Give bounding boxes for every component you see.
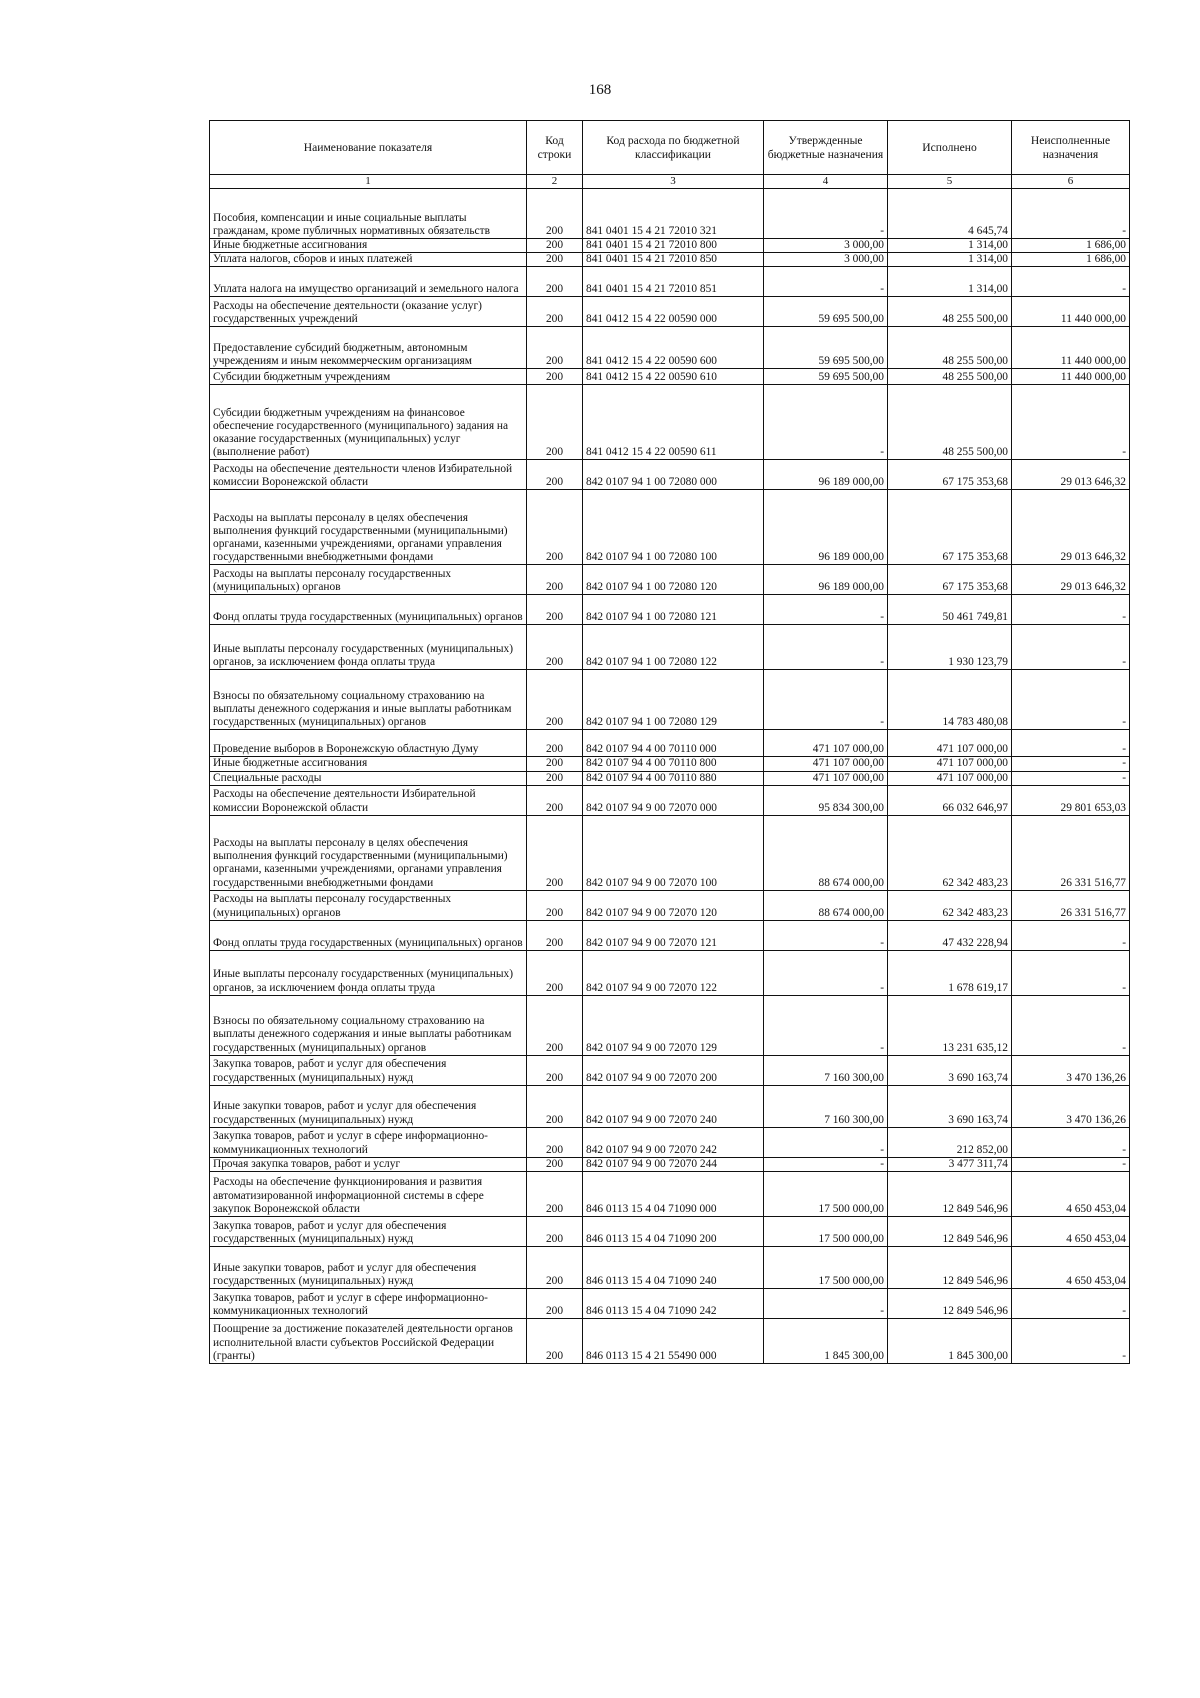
row-approved: 7 160 300,00	[764, 1085, 888, 1127]
row-name: Расходы на обеспечение функционирования и развития автоматизированной информационной системы в сфере закупок Воронежской области	[210, 1172, 527, 1217]
row-unexecuted: 29 013 646,32	[1012, 460, 1130, 490]
row-code: 200	[527, 327, 583, 369]
row-approved: 7 160 300,00	[764, 1055, 888, 1085]
row-code: 200	[527, 757, 583, 771]
row-approved: 95 834 300,00	[764, 785, 888, 815]
table-row	[210, 625, 1130, 670]
table-row	[210, 565, 1130, 595]
table-row	[210, 920, 1130, 950]
row-approved: 88 674 000,00	[764, 890, 888, 920]
row-executed: 67 175 353,68	[888, 460, 1012, 490]
row-code: 200	[527, 1289, 583, 1319]
row-unexecuted: 29 013 646,32	[1012, 565, 1130, 595]
row-approved: -	[764, 189, 888, 239]
row-code: 200	[527, 595, 583, 625]
row-unexecuted: 4 650 453,04	[1012, 1172, 1130, 1217]
row-code: 200	[527, 785, 583, 815]
table-row	[210, 1085, 1130, 1127]
row-kbk: 841 0401 15 4 21 72010 850	[583, 253, 764, 267]
row-code: 200	[527, 385, 583, 460]
row-approved: 59 695 500,00	[764, 369, 888, 385]
row-unexecuted: -	[1012, 189, 1130, 239]
row-unexecuted: -	[1012, 730, 1130, 757]
row-kbk: 842 0107 94 9 00 72070 240	[583, 1085, 764, 1127]
header-kbk: Код расхода по бюджетной классификации	[583, 121, 764, 175]
column-number: 4	[764, 175, 888, 189]
row-name: Расходы на выплаты персоналу государственных (муниципальных) органов	[210, 565, 527, 595]
row-executed: 4 645,74	[888, 189, 1012, 239]
row-unexecuted: -	[1012, 595, 1130, 625]
row-executed: 48 255 500,00	[888, 297, 1012, 327]
row-kbk: 841 0412 15 4 22 00590 611	[583, 385, 764, 460]
row-unexecuted: 4 650 453,04	[1012, 1217, 1130, 1247]
table-row	[210, 1127, 1130, 1157]
column-number: 6	[1012, 175, 1130, 189]
table-row	[210, 670, 1130, 730]
row-code: 200	[527, 1127, 583, 1157]
row-name: Расходы на выплаты персоналу государственных (муниципальных) органов	[210, 890, 527, 920]
row-kbk: 841 0401 15 4 21 72010 321	[583, 189, 764, 239]
row-code: 200	[527, 1319, 583, 1364]
row-name: Пособия, компенсации и иные социальные выплаты гражданам, кроме публичных нормативных обязательств	[210, 189, 527, 239]
row-approved: 96 189 000,00	[764, 565, 888, 595]
row-kbk: 842 0107 94 9 00 72070 244	[583, 1157, 764, 1171]
row-approved: 3 000,00	[764, 239, 888, 253]
row-kbk: 842 0107 94 9 00 72070 121	[583, 920, 764, 950]
row-name: Расходы на выплаты персоналу в целях обеспечения выполнения функций государственными (муниципальными) органами, казенными учреждениями, органами управления государственными внебюджетными фондами	[210, 815, 527, 890]
row-name: Субсидии бюджетным учреждениям на финансовое обеспечение государственного (муниципального) задания на оказание государственных (муниципальных) услуг (выполнение работ)	[210, 385, 527, 460]
row-executed: 62 342 483,23	[888, 890, 1012, 920]
row-approved: 59 695 500,00	[764, 327, 888, 369]
row-kbk: 846 0113 15 4 04 71090 242	[583, 1289, 764, 1319]
table-row	[210, 460, 1130, 490]
row-kbk: 842 0107 94 9 00 72070 200	[583, 1055, 764, 1085]
row-name: Иные выплаты персоналу государственных (муниципальных) органов, за исключением фонда оплаты труда	[210, 950, 527, 995]
row-executed: 67 175 353,68	[888, 490, 1012, 565]
row-kbk: 842 0107 94 9 00 72070 000	[583, 785, 764, 815]
table-row	[210, 253, 1130, 267]
column-number: 5	[888, 175, 1012, 189]
row-name: Уплата налога на имущество организаций и земельного налога	[210, 267, 527, 297]
row-executed: 12 849 546,96	[888, 1247, 1012, 1289]
row-kbk: 842 0107 94 4 00 70110 880	[583, 771, 764, 785]
row-unexecuted: 29 013 646,32	[1012, 490, 1130, 565]
budget-execution-table	[209, 120, 1130, 1364]
row-kbk: 841 0412 15 4 22 00590 000	[583, 297, 764, 327]
row-unexecuted: -	[1012, 1127, 1130, 1157]
row-executed: 48 255 500,00	[888, 385, 1012, 460]
row-code: 200	[527, 369, 583, 385]
row-unexecuted: -	[1012, 995, 1130, 1055]
row-name: Закупка товаров, работ и услуг в сфере информационно-коммуникационных технологий	[210, 1289, 527, 1319]
row-name: Закупка товаров, работ и услуг для обеспечения государственных (муниципальных) нужд	[210, 1217, 527, 1247]
row-executed: 66 032 646,97	[888, 785, 1012, 815]
row-kbk: 842 0107 94 1 00 72080 000	[583, 460, 764, 490]
row-approved: -	[764, 1157, 888, 1171]
table-row	[210, 757, 1130, 771]
row-code: 200	[527, 490, 583, 565]
table-row	[210, 771, 1130, 785]
row-approved: -	[764, 920, 888, 950]
header-approved: Утвержденные бюджетные назначения	[764, 121, 888, 175]
table-row	[210, 1247, 1130, 1289]
row-executed: 3 477 311,74	[888, 1157, 1012, 1171]
table-row	[210, 1055, 1130, 1085]
page-number: 168	[588, 82, 612, 98]
row-approved: 471 107 000,00	[764, 771, 888, 785]
header-name: Наименование показателя	[210, 121, 527, 175]
row-unexecuted: 1 686,00	[1012, 239, 1130, 253]
row-code: 200	[527, 253, 583, 267]
row-executed: 67 175 353,68	[888, 565, 1012, 595]
column-number: 2	[527, 175, 583, 189]
table-row	[210, 995, 1130, 1055]
table-row	[210, 490, 1130, 565]
row-unexecuted: 11 440 000,00	[1012, 297, 1130, 327]
row-executed: 62 342 483,23	[888, 815, 1012, 890]
row-kbk: 842 0107 94 4 00 70110 000	[583, 730, 764, 757]
row-name: Расходы на обеспечение деятельности Избирательной комиссии Воронежской области	[210, 785, 527, 815]
row-name: Расходы на выплаты персоналу в целях обеспечения выполнения функций государственными (муниципальными) органами, казенными учреждениями, органами управления государственными внебюджетными фондами	[210, 490, 527, 565]
row-name: Расходы на обеспечение деятельности (оказание услуг) государственных учреждений	[210, 297, 527, 327]
header-unexecuted: Неисполненные назначения	[1012, 121, 1130, 175]
row-executed: 1 845 300,00	[888, 1319, 1012, 1364]
table-row	[210, 239, 1130, 253]
row-kbk: 841 0401 15 4 21 72010 851	[583, 267, 764, 297]
row-code: 200	[527, 239, 583, 253]
row-name: Предоставление субсидий бюджетным, автономным учреждениям и иным некоммерческим организациям	[210, 327, 527, 369]
row-kbk: 846 0113 15 4 04 71090 000	[583, 1172, 764, 1217]
row-code: 200	[527, 460, 583, 490]
table-row	[210, 297, 1130, 327]
row-kbk: 842 0107 94 9 00 72070 100	[583, 815, 764, 890]
row-approved: 17 500 000,00	[764, 1217, 888, 1247]
table-row	[210, 267, 1130, 297]
row-name: Фонд оплаты труда государственных (муниципальных) органов	[210, 920, 527, 950]
row-executed: 1 314,00	[888, 253, 1012, 267]
row-approved: 3 000,00	[764, 253, 888, 267]
row-approved: 17 500 000,00	[764, 1172, 888, 1217]
row-unexecuted: 11 440 000,00	[1012, 369, 1130, 385]
row-kbk: 842 0107 94 1 00 72080 129	[583, 670, 764, 730]
row-name: Специальные расходы	[210, 771, 527, 785]
row-executed: 1 678 619,17	[888, 950, 1012, 995]
row-approved: 471 107 000,00	[764, 730, 888, 757]
row-unexecuted: -	[1012, 267, 1130, 297]
row-name: Закупка товаров, работ и услуг в сфере информационно-коммуникационных технологий	[210, 1127, 527, 1157]
row-code: 200	[527, 670, 583, 730]
row-kbk: 842 0107 94 1 00 72080 120	[583, 565, 764, 595]
row-unexecuted: -	[1012, 771, 1130, 785]
table-row	[210, 890, 1130, 920]
row-code: 200	[527, 995, 583, 1055]
table-row	[210, 595, 1130, 625]
row-code: 200	[527, 1217, 583, 1247]
table-row	[210, 1217, 1130, 1247]
header-executed: Исполнено	[888, 121, 1012, 175]
row-unexecuted: -	[1012, 950, 1130, 995]
row-approved: 17 500 000,00	[764, 1247, 888, 1289]
row-executed: 471 107 000,00	[888, 771, 1012, 785]
row-unexecuted: -	[1012, 757, 1130, 771]
row-executed: 1 314,00	[888, 239, 1012, 253]
row-approved: -	[764, 995, 888, 1055]
row-approved: 471 107 000,00	[764, 757, 888, 771]
row-name: Иные бюджетные ассигнования	[210, 757, 527, 771]
table-row	[210, 730, 1130, 757]
row-unexecuted: -	[1012, 920, 1130, 950]
row-kbk: 842 0107 94 4 00 70110 800	[583, 757, 764, 771]
row-code: 200	[527, 189, 583, 239]
row-code: 200	[527, 1247, 583, 1289]
row-code: 200	[527, 920, 583, 950]
row-name: Поощрение за достижение показателей деятельности органов исполнительной власти субъектов Российской Федерации (гранты)	[210, 1319, 527, 1364]
row-approved: 59 695 500,00	[764, 297, 888, 327]
table-row	[210, 369, 1130, 385]
row-executed: 50 461 749,81	[888, 595, 1012, 625]
row-executed: 48 255 500,00	[888, 369, 1012, 385]
table-row	[210, 327, 1130, 369]
row-kbk: 842 0107 94 9 00 72070 120	[583, 890, 764, 920]
header-code: Код строки	[527, 121, 583, 175]
table-row	[210, 189, 1130, 239]
row-executed: 3 690 163,74	[888, 1055, 1012, 1085]
row-kbk: 842 0107 94 9 00 72070 242	[583, 1127, 764, 1157]
row-approved: -	[764, 385, 888, 460]
row-name: Расходы на обеспечение деятельности членов Избирательной комиссии Воронежской области	[210, 460, 527, 490]
row-executed: 1 930 123,79	[888, 625, 1012, 670]
row-name: Закупка товаров, работ и услуг для обеспечения государственных (муниципальных) нужд	[210, 1055, 527, 1085]
row-executed: 13 231 635,12	[888, 995, 1012, 1055]
row-executed: 48 255 500,00	[888, 327, 1012, 369]
row-unexecuted: -	[1012, 625, 1130, 670]
row-unexecuted: -	[1012, 1157, 1130, 1171]
row-unexecuted: -	[1012, 670, 1130, 730]
row-kbk: 842 0107 94 1 00 72080 122	[583, 625, 764, 670]
row-approved: -	[764, 670, 888, 730]
row-unexecuted: 26 331 516,77	[1012, 890, 1130, 920]
row-kbk: 846 0113 15 4 04 71090 200	[583, 1217, 764, 1247]
row-executed: 3 690 163,74	[888, 1085, 1012, 1127]
row-code: 200	[527, 625, 583, 670]
row-name: Иные выплаты персоналу государственных (муниципальных) органов, за исключением фонда оплаты труда	[210, 625, 527, 670]
row-kbk: 846 0113 15 4 21 55490 000	[583, 1319, 764, 1364]
row-code: 200	[527, 1172, 583, 1217]
row-unexecuted: -	[1012, 1319, 1130, 1364]
row-executed: 12 849 546,96	[888, 1217, 1012, 1247]
row-kbk: 841 0412 15 4 22 00590 610	[583, 369, 764, 385]
row-name: Проведение выборов в Воронежскую областную Думу	[210, 730, 527, 757]
row-kbk: 842 0107 94 1 00 72080 121	[583, 595, 764, 625]
row-code: 200	[527, 730, 583, 757]
row-kbk: 841 0401 15 4 21 72010 800	[583, 239, 764, 253]
row-approved: -	[764, 625, 888, 670]
row-executed: 12 849 546,96	[888, 1172, 1012, 1217]
row-executed: 47 432 228,94	[888, 920, 1012, 950]
row-approved: -	[764, 595, 888, 625]
row-code: 200	[527, 565, 583, 595]
table-row	[210, 815, 1130, 890]
row-code: 200	[527, 950, 583, 995]
row-kbk: 846 0113 15 4 04 71090 240	[583, 1247, 764, 1289]
row-unexecuted: -	[1012, 1289, 1130, 1319]
column-number: 3	[583, 175, 764, 189]
row-name: Уплата налогов, сборов и иных платежей	[210, 253, 527, 267]
row-code: 200	[527, 1157, 583, 1171]
row-code: 200	[527, 297, 583, 327]
row-unexecuted: 4 650 453,04	[1012, 1247, 1130, 1289]
column-number-row	[210, 175, 1130, 189]
row-unexecuted: 3 470 136,26	[1012, 1085, 1130, 1127]
row-executed: 12 849 546,96	[888, 1289, 1012, 1319]
row-executed: 471 107 000,00	[888, 757, 1012, 771]
row-approved: 96 189 000,00	[764, 460, 888, 490]
row-approved: 88 674 000,00	[764, 815, 888, 890]
row-kbk: 842 0107 94 1 00 72080 100	[583, 490, 764, 565]
row-approved: -	[764, 267, 888, 297]
row-executed: 1 314,00	[888, 267, 1012, 297]
table-row	[210, 1289, 1130, 1319]
row-code: 200	[527, 771, 583, 785]
table-row	[210, 1157, 1130, 1171]
table-row	[210, 1319, 1130, 1364]
row-code: 200	[527, 815, 583, 890]
row-unexecuted: -	[1012, 385, 1130, 460]
row-code: 200	[527, 1085, 583, 1127]
row-executed: 471 107 000,00	[888, 730, 1012, 757]
row-unexecuted: 11 440 000,00	[1012, 327, 1130, 369]
row-name: Иные бюджетные ассигнования	[210, 239, 527, 253]
row-unexecuted: 1 686,00	[1012, 253, 1130, 267]
row-name: Иные закупки товаров, работ и услуг для обеспечения государственных (муниципальных) нужд	[210, 1085, 527, 1127]
row-unexecuted: 3 470 136,26	[1012, 1055, 1130, 1085]
row-approved: 96 189 000,00	[764, 490, 888, 565]
row-executed: 212 852,00	[888, 1127, 1012, 1157]
row-code: 200	[527, 1055, 583, 1085]
row-executed: 14 783 480,08	[888, 670, 1012, 730]
row-name: Взносы по обязательному социальному страхованию на выплаты денежного содержания и иные выплаты работникам государственных (муниципальных) органов	[210, 670, 527, 730]
row-kbk: 842 0107 94 9 00 72070 122	[583, 950, 764, 995]
table-row	[210, 950, 1130, 995]
row-code: 200	[527, 267, 583, 297]
row-name: Взносы по обязательному социальному страхованию на выплаты денежного содержания и иные выплаты работникам государственных (муниципальных) органов	[210, 995, 527, 1055]
row-kbk: 842 0107 94 9 00 72070 129	[583, 995, 764, 1055]
row-approved: -	[764, 1289, 888, 1319]
column-number: 1	[210, 175, 527, 189]
row-kbk: 841 0412 15 4 22 00590 600	[583, 327, 764, 369]
row-name: Субсидии бюджетным учреждениям	[210, 369, 527, 385]
row-unexecuted: 26 331 516,77	[1012, 815, 1130, 890]
row-unexecuted: 29 801 653,03	[1012, 785, 1130, 815]
row-name: Иные закупки товаров, работ и услуг для обеспечения государственных (муниципальных) нужд	[210, 1247, 527, 1289]
row-approved: -	[764, 1127, 888, 1157]
row-approved: -	[764, 950, 888, 995]
row-name: Фонд оплаты труда государственных (муниципальных) органов	[210, 595, 527, 625]
row-approved: 1 845 300,00	[764, 1319, 888, 1364]
table-row	[210, 385, 1130, 460]
table-header-row	[210, 121, 1130, 175]
table-row	[210, 785, 1130, 815]
row-code: 200	[527, 890, 583, 920]
table-row	[210, 1172, 1130, 1217]
row-name: Прочая закупка товаров, работ и услуг	[210, 1157, 527, 1171]
